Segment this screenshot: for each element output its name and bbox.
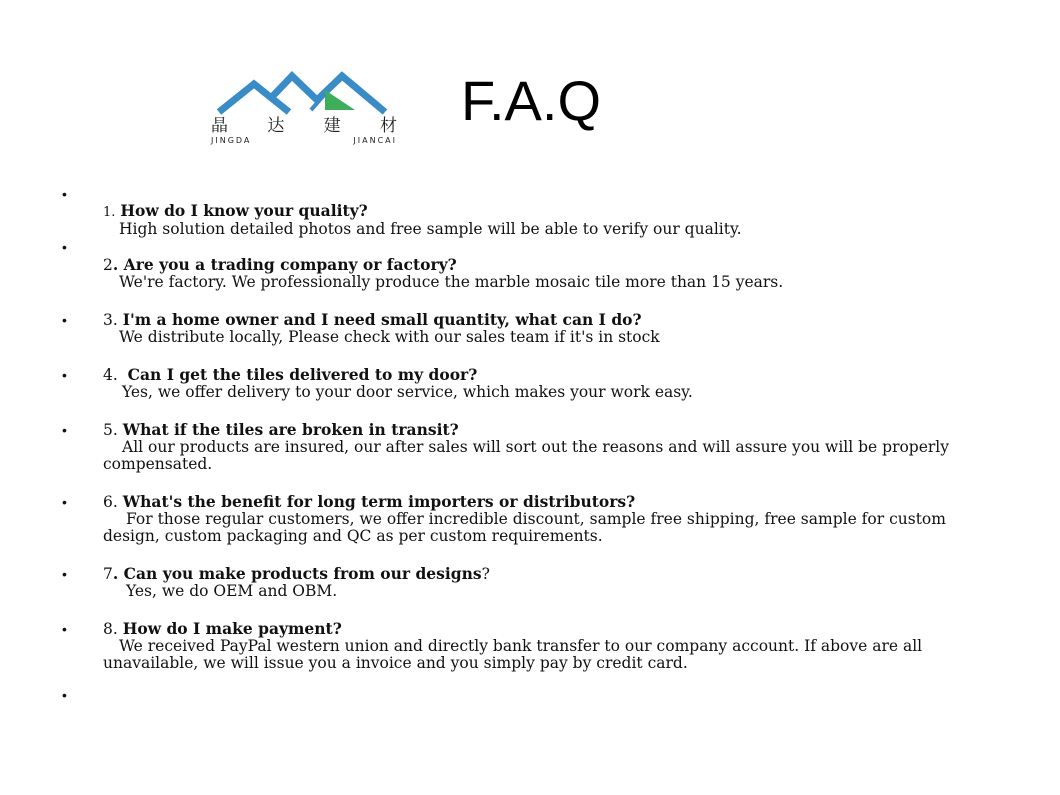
logo-char: 达: [267, 116, 285, 136]
faq-question: [103, 202, 1003, 221]
faq-item: [103, 565, 1003, 600]
bullet-marker: •: [62, 367, 67, 383]
faq-item: [103, 421, 1003, 473]
faq-number: 4.: [103, 366, 118, 384]
logo-english-text: [207, 136, 401, 146]
bullet-marker: •: [62, 186, 67, 202]
faq-item: [103, 493, 1003, 545]
faq-question-text: I'm a home owner and I need small quantity, what can I do?: [122, 310, 642, 329]
logo-word: JIANCAI: [353, 136, 397, 145]
bullet-marker: •: [62, 687, 67, 703]
faq-answer: High solution detailed photos and free sample will be able to verify our quality.: [119, 220, 742, 238]
bullet-marker: •: [62, 239, 67, 255]
logo-char: 材: [379, 116, 397, 136]
roof-logo-icon: [207, 70, 407, 118]
faq-question: [103, 421, 1003, 439]
faq-answer: All our products are insured, our after sales will sort out the reasons and will assure you will be properly compensated.: [103, 438, 950, 473]
faq-question: [103, 620, 983, 638]
faq-question-text: What's the benefit for long term importers or distributors?: [122, 492, 636, 511]
faq-answer: We received PayPal western union and directly bank transfer to our company account. If above are all unavailable, we will issue you a invoice and you simply pay by credit card.: [103, 637, 923, 672]
faq-number: 6.: [103, 493, 118, 511]
faq-answer: Yes, we do OEM and OBM.: [126, 582, 338, 600]
faq-number: 1.: [103, 205, 116, 220]
bullet-marker: •: [62, 312, 67, 328]
faq-question-trailing: ?: [481, 565, 490, 583]
faq-number: 7: [103, 565, 113, 583]
faq-item: [103, 366, 1003, 401]
logo-chinese-text: [207, 117, 401, 135]
faq-number: 5.: [103, 421, 118, 439]
logo-char: 建: [323, 116, 341, 136]
faq-item: [103, 202, 1003, 238]
bullet-marker: •: [62, 621, 67, 637]
faq-question: [103, 311, 1003, 329]
faq-question: [103, 256, 1003, 274]
faq-answer: For those regular customers, we offer incredible discount, sample free shipping, free sample for custom design, custom packaging and QC as per custom requirements.: [103, 510, 946, 545]
logo-word: JINGDA: [211, 136, 252, 145]
faq-question-text: . Can you make products from our designs: [112, 564, 482, 583]
faq-question: [103, 493, 1003, 511]
faq-number: 3.: [103, 311, 118, 329]
bullet-marker: •: [62, 566, 67, 582]
faq-question-text: How do I make payment?: [122, 619, 342, 638]
faq-answer: Yes, we offer delivery to your door service, which makes your work easy.: [122, 383, 693, 401]
bullet-marker: •: [62, 494, 67, 510]
logo-char: 晶: [211, 116, 228, 136]
faq-answer: We're factory. We professionally produce the marble mosaic tile more than 15 years.: [119, 273, 784, 291]
page-title: F.A.Q: [461, 69, 602, 132]
faq-question-text: Can I get the tiles delivered to my door?: [127, 365, 478, 384]
faq-item: [103, 311, 1003, 346]
faq-answer: We distribute locally, Please check with our sales team if it's in stock: [119, 328, 660, 346]
faq-question-text: What if the tiles are broken in transit?: [122, 420, 459, 439]
faq-number: 2: [103, 256, 113, 274]
faq-item: [103, 256, 1003, 291]
faq-number: 8.: [103, 620, 118, 638]
faq-question: [103, 565, 1003, 583]
bullet-marker: •: [62, 422, 67, 438]
company-logo: [207, 70, 407, 150]
faq-question: [103, 366, 1003, 384]
faq-question-text: How do I know your quality?: [120, 201, 368, 220]
faq-question-text: . Are you a trading company or factory?: [112, 255, 457, 274]
faq-item: [103, 620, 983, 672]
